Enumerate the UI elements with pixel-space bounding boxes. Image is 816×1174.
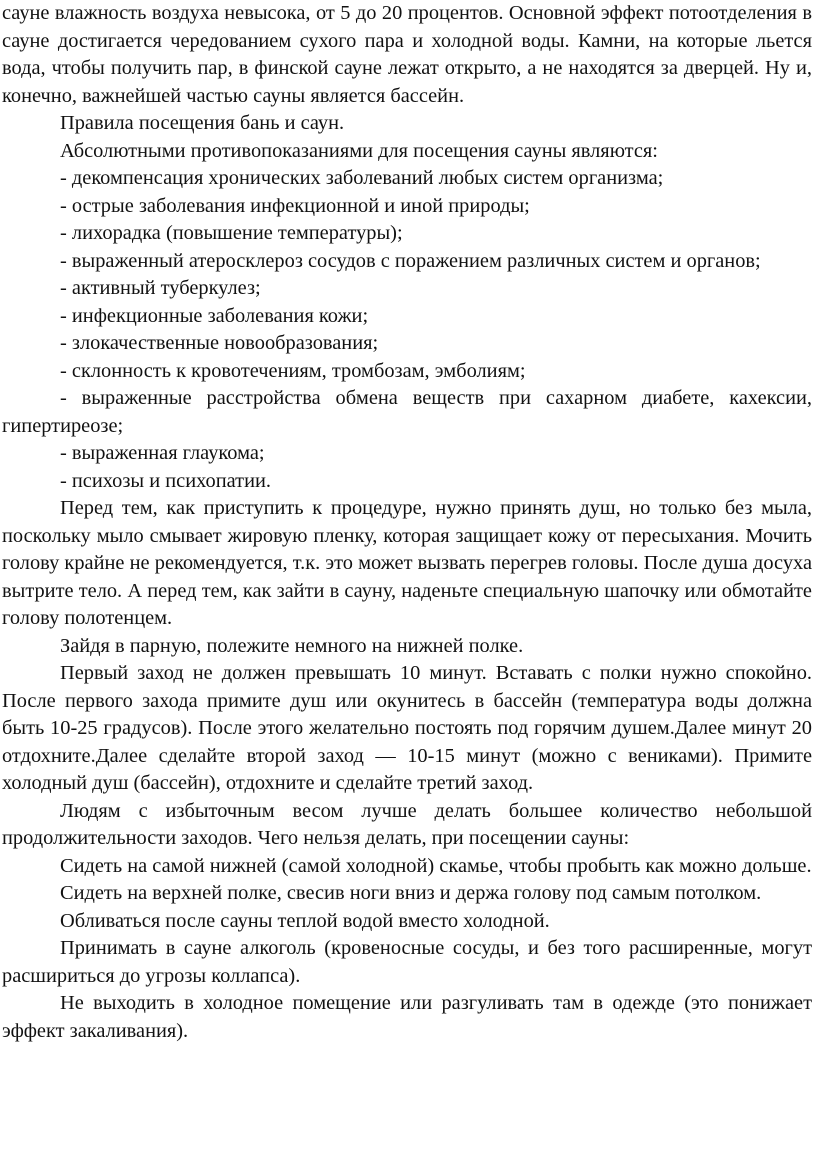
list-item-contraindication: - лихорадка (повышение температуры); <box>60 222 403 244</box>
list-item-contraindication: - выраженный атеросклероз сосудов с поражением различных систем и органов; <box>60 249 761 272</box>
list-item-contraindication: - злокачественные новообразования; <box>60 332 379 354</box>
list-item-contraindication: - декомпенсация хронических заболеваний любых систем организма; <box>60 167 664 189</box>
paragraph-lower-shelf: Зайдя в парную, полежите немного на нижней полке. <box>60 634 524 657</box>
list-item-contraindication: - активный туберкулез; <box>60 277 261 299</box>
paragraph-shower-before: Перед тем, как приступить к процедуре, нужно принять душ, но только без мыла, поскольку мыло смывает жировую пленку, которая защищает кожу от пересыхания. Мочить голову крайне не рекомендуется, т.к. это может вызвать перегрев головы. После душа досуха вытрите тело. А перед тем, как зайти в сауну, наденьте специальную шапочку или обмотайте голову полотенцем. <box>2 497 812 629</box>
list-item-contraindication: - выраженная глаукома; <box>60 442 265 464</box>
paragraph-contraindications-intro: Абсолютными противопоказаниями для посещения сауны являются: <box>60 139 658 162</box>
list-item-contraindication: - склонность к кровотечениям, тромбозам, эмболиям; <box>60 359 526 382</box>
paragraph-dont-upper-shelf: Сидеть на верхней полке, свесив ноги вниз и держа голову под самым потолком. <box>60 882 762 904</box>
paragraph-sauna-humidity: сауне влажность воздуха невысока, от 5 до 20 процентов. Основной эффект потоотделения в сауне достигается чередованием сухого пара и холодной воды. Камни, на которые льется вода, чтобы получить пар, в финской сауне лежат открыто, а не находятся за дверцей. Ну и, конечно, важнейшей частью сауны является бассейн. <box>2 2 812 107</box>
list-item-contraindication: - выраженные расстройства обмена веществ при сахарном диабете, кахексии, гипертиреозе; <box>2 387 812 437</box>
list-item-contraindication: - психозы и психопатии. <box>60 469 271 492</box>
paragraph-dont-alcohol: Принимать в сауне алкоголь (кровеносные сосуды, и без того расширенные, могут расшириться до угрозы коллапса). <box>2 937 812 987</box>
list-item-contraindication: - острые заболевания инфекционной и иной природы; <box>60 194 530 217</box>
paragraph-dont-cold-room: Не выходить в холодное помещение или разгуливать там в одежде (это понижает эффект закаливания). <box>2 992 812 1042</box>
heading-rules: Правила посещения бань и саун. <box>60 112 345 134</box>
paragraph-overweight: Людям с избыточным весом лучше делать большее количество небольшой продолжительности заходов. Чего нельзя делать, при посещении сауны: <box>2 799 812 849</box>
list-item-contraindication: - инфекционные заболевания кожи; <box>60 304 369 327</box>
paragraph-dont-warm-water: Обливаться после сауны теплой водой вместо холодной. <box>60 909 550 932</box>
paragraph-dont-lowest-bench: Сидеть на самой нижней (самой холодной) скамье, чтобы пробыть как можно дольше. <box>60 854 812 877</box>
paragraph-first-visit: Первый заход не должен превышать 10 минут. Вставать с полки нужно спокойно. После первого захода примите душ или окунитесь в бассейн (температура воды должна быть 10-25 градусов). После этого желательно постоять под горячим душем.Далее минут 20 отдохните.Далее сделайте второй заход — 10-15 минут (можно с вениками). Примите холодный душ (бассейн), отдохните и сделайте третий заход. <box>2 662 812 794</box>
